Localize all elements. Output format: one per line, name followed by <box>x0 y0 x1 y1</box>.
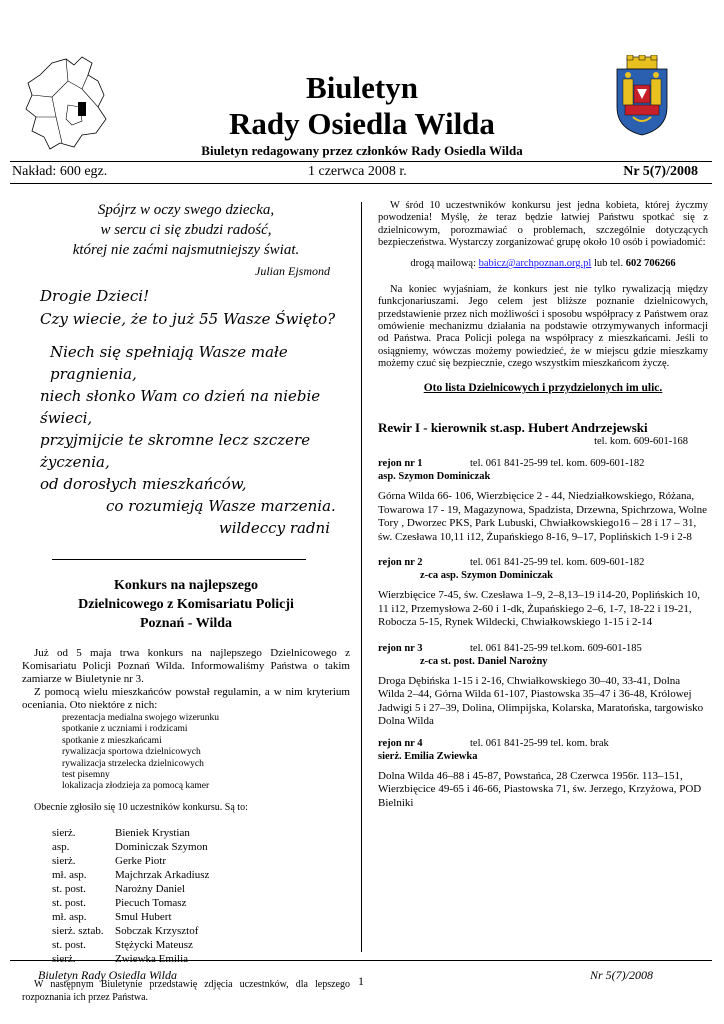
contest-heading-line: Dzielnicowego z Komisariatu Policji <box>78 597 294 612</box>
criteria-item: spotkanie z uczniami i rodzicami <box>62 724 188 735</box>
masthead-subtitle: Biuletyn redagowany przez członków Rady Osiedla Wilda <box>201 143 523 158</box>
contest-heading-line: Poznań - Wilda <box>139 616 233 631</box>
greeting-line: Drogie Dzieci! <box>40 287 150 305</box>
contest-paragraph: Już od 5 maja trwa konkurs na najlepszego Dzielnicowego z Komisariatu Policji Poznań Wilda. Informowaliśmy Państwa o takim zamiarze w Biuletynie nr 3. <box>22 647 350 685</box>
criteria-item: lokalizacja złodzieja za pomocą kamer <box>62 781 210 792</box>
participant-name: Sobczak Krzysztof <box>115 924 199 937</box>
participant-name: Piecuch Tomasz <box>115 896 187 909</box>
participant-rank: sierż. sztab. <box>52 924 104 937</box>
email-link[interactable]: babicz@archpoznan.org.pl <box>478 258 592 270</box>
rejon-officer: z-ca asp. Szymon Dominiczak <box>420 570 553 582</box>
participant-name: Narożny Daniel <box>115 882 185 895</box>
rejon-number: rejon nr 1 <box>378 458 423 470</box>
poem <box>22 200 350 260</box>
participant-row <box>52 924 350 938</box>
rejon-streets: Wierzbięcice 7-45, św. Czesława 1–9, 2–8,13–19 i14-20, Poplińskich 10, 11 i12, Przemysłowa 2-60 i 1-dk, Żupańskiego 2–6, 1-7, 18-22 i 19-21, Robocza 5-15, Rynek Wildecki, Chwiałkowskiego 1-15 i 2-14 <box>378 589 701 629</box>
participants-list <box>52 826 350 966</box>
masthead-title-line1: Biuletyn <box>306 70 418 105</box>
participant-name: Gerke Piotr <box>115 854 167 867</box>
issue-number: Nr 5(7)/2008 <box>623 164 698 179</box>
masthead-rule-bottom <box>10 183 712 184</box>
criteria-item: spotkanie z mieszkańcami <box>62 735 162 746</box>
issue-info-bar <box>12 163 698 181</box>
participant-rank: mł. asp. <box>52 868 87 881</box>
rejon-streets: Dolna Wilda 46–88 i 45-87, Powstańca, 28 Czerwca 1956r. 113–151, Wierzbięcice 49-65 i 46-66, Piastowska 71, św. Jerzego, Krzyżowa, POD Bielniki <box>378 769 702 809</box>
criteria-list <box>62 713 350 793</box>
left-column <box>22 200 350 1004</box>
rewir-phone: tel. kom. 609-601-168 <box>594 436 688 448</box>
rejon-streets: Droga Dębińska 1-15 i 2-16, Chwiałkowskiego 30–40, 33-41, Dolna Wilda 2–44, Górna Wilda 61-107, Piastowska 35–47 i 36-48, Królowej Jadwigi 5 i 27–39, Dolina, Olimpijska, Kolarska, Maratońska, targowisko Dolna Wilda <box>378 674 704 728</box>
contest-heading-line: Konkurs na najlepszego <box>114 578 258 593</box>
masthead-rule-top <box>10 161 712 162</box>
participant-rank: st. post. <box>52 882 86 895</box>
wish-line: od dorosłych mieszkańców, <box>40 475 247 493</box>
right-paragraph: Na koniec wyjaśniam, że konkurs jest nie tylko rywalizacją między funkcjonariuszami. Jego celem jest bliższe poznanie dzielnicowych, przedstawienie przez nich możliwości i sposobu współpracy z Państwem oraz omówienie mechanizmu działania na podstawie otrzymywanych informacji od Państwa. Praca Policji polega na współpracy z mieszkańcami. Jeśli to osiągniemy, wówczas możemy powiedzieć, że w miejscu gdzie mieszkamy możemy czuć się bezpiecznie, czego wszystkim mieszkańcom życzę. <box>378 284 708 369</box>
criteria-item: rywalizacja strzelecka dzielnicowych <box>62 758 204 769</box>
footer-rule <box>10 960 712 961</box>
contest-heading <box>22 576 350 633</box>
rejon-officer: sierż. Emilia Zwiewka <box>378 750 478 762</box>
footer-publication: Biuletyn Rady Osiedla Wilda <box>38 968 177 982</box>
wish-line: co rozumieją Wasze marzenia. <box>106 497 336 515</box>
circulation-text: Nakład: 600 egz. <box>12 164 108 179</box>
rejon-phone: tel. 061 841-25-99 tel. kom. 609-601-182 <box>470 458 645 470</box>
rejon-block <box>378 457 708 544</box>
rejon-streets: Górna Wilda 66- 106, Wierzbięcice 2 - 44, Niedziałkowskiego, Różana, Towarowa 17 - 19, Magazynowa, Spadzista, Drzewna, Spichrzowa, Wolne Tory , Dworzec PKS, Park Lubuski, Chwiałkowskiego16 – 28 i 17 – 31, św. Czesława 10,11 i12, Żupańskiego 8-16, 9–17, Poplińskich 1-9 i 2-8 <box>378 490 707 543</box>
contact-mid: lub tel. <box>593 258 624 270</box>
contact-prefix: drogą mailową: <box>410 258 476 270</box>
participant-row <box>52 910 350 924</box>
participant-name: Majchrzak Arkadiusz <box>115 868 210 881</box>
participant-rank: sierż. <box>52 826 76 839</box>
participant-row <box>52 952 350 966</box>
rejon-phone: tel. 061 841-25-99 tel. kom. 609-601-182 <box>470 557 645 569</box>
rejon-number: rejon nr 4 <box>378 737 423 749</box>
contest-closing-note: W następnym Biuletynie przedstawię zdjęcia uczestnków, dla lepszego rozpoznania ich przez Państwa. <box>22 978 350 1003</box>
right-column <box>378 200 708 810</box>
rejon-block <box>378 642 708 729</box>
wish-line: niech słonko Wam co dzień na niebie świeci, <box>40 387 321 427</box>
rejon-phone: tel. 061 841-25-99 tel. kom. brak <box>470 737 609 749</box>
wish-signature: wildeccy radni <box>218 519 330 537</box>
criteria-item: rywalizacja sportowa dzielnicowych <box>62 747 201 758</box>
participant-row <box>52 938 350 952</box>
participant-rank: sierż. <box>52 952 76 965</box>
participant-row <box>52 882 350 896</box>
greeting <box>22 285 350 331</box>
participant-name: Zwiewka Emilia <box>115 952 189 965</box>
footer-issue: Nr 5(7)/2008 <box>590 968 653 982</box>
column-divider <box>361 202 362 952</box>
poem-line: której nie zaćmi najsmutniejszy świat. <box>72 242 300 258</box>
participant-rank: sierż. <box>52 854 76 867</box>
participant-name: Smul Hubert <box>115 910 172 923</box>
poem-line: w sercu ci się zbudzi radość, <box>100 222 272 238</box>
right-paragraph: W śród 10 uczestwników konkursu jest jedna kobieta, której życzmy powodzenia! Myślę, że teraz będzie łatwiej Państwu spotkać się z dzielnicowym, porozmawiać o problemach, szczególnie dotyczących bezpieczeństwa. Wystarczy zorganizować grupę około 10 osób i powiadomić: <box>378 200 708 248</box>
page-number: 1 <box>358 974 364 988</box>
contest-paragraph: Obecnie zgłosiło się 10 uczestników konkursu. Są to: <box>34 801 248 813</box>
wish-line: Niech się spełniają Wasze małe pragnienia, <box>50 343 288 383</box>
participant-row <box>52 840 350 854</box>
greeting-line: Czy wiecie, że to już 55 Wasze Święto? <box>40 310 336 328</box>
participant-row <box>52 896 350 910</box>
participant-name: Dominiczak Szymon <box>115 840 208 853</box>
participant-rank: st. post. <box>52 896 86 909</box>
participant-row <box>52 854 350 868</box>
participant-rank: st. post. <box>52 938 86 951</box>
masthead-title-line2: Rady Osiedla Wilda <box>229 106 495 141</box>
rejon-phone: tel. 061 841-25-99 tel.kom. 609-601-185 <box>470 642 642 654</box>
criteria-item: test pisemny <box>62 770 110 781</box>
rejon-officer: asp. Szymon Dominiczak <box>378 471 491 483</box>
rejon-officer: z-ca st. post. Daniel Narożny <box>420 655 548 667</box>
participant-row <box>52 826 350 840</box>
rejon-number: rejon nr 2 <box>378 557 423 569</box>
rejon-number: rejon nr 3 <box>378 642 423 654</box>
criteria-item: prezentacja medialna swojego wizerunku <box>62 713 219 723</box>
contact-phone: 602 706266 <box>625 258 676 270</box>
issue-date: 1 czerwca 2008 r. <box>308 164 407 179</box>
rejon-block <box>378 737 708 811</box>
wishes <box>22 341 350 539</box>
participant-name: Bieniek Krystian <box>115 826 190 839</box>
wish-line: przyjmijcie te skromne lecz szczere życzenia, <box>40 431 311 471</box>
contest-paragraph: Z pomocą wielu mieszkańców powstał regulamin, a w nim kryterium oceniania. Oto niektóre z nich: <box>22 686 350 711</box>
officers-list-heading: Oto lista Dzielnicowych i przydzielonych im ulic. <box>423 382 663 395</box>
rewir-heading: Rewir I - kierownik st.asp. Hubert Andrzejewski <box>378 420 648 436</box>
contact-line <box>378 257 708 270</box>
poem-author: Julian Ejsmond <box>255 264 330 278</box>
participant-name: Stężycki Mateusz <box>115 938 193 951</box>
participant-rank: asp. <box>52 840 70 853</box>
participant-row <box>52 868 350 882</box>
rejon-block <box>378 556 708 630</box>
section-divider <box>52 559 306 560</box>
poem-line: Spójrz w oczy swego dziecka, <box>97 202 275 218</box>
participant-rank: mł. asp. <box>52 910 87 923</box>
